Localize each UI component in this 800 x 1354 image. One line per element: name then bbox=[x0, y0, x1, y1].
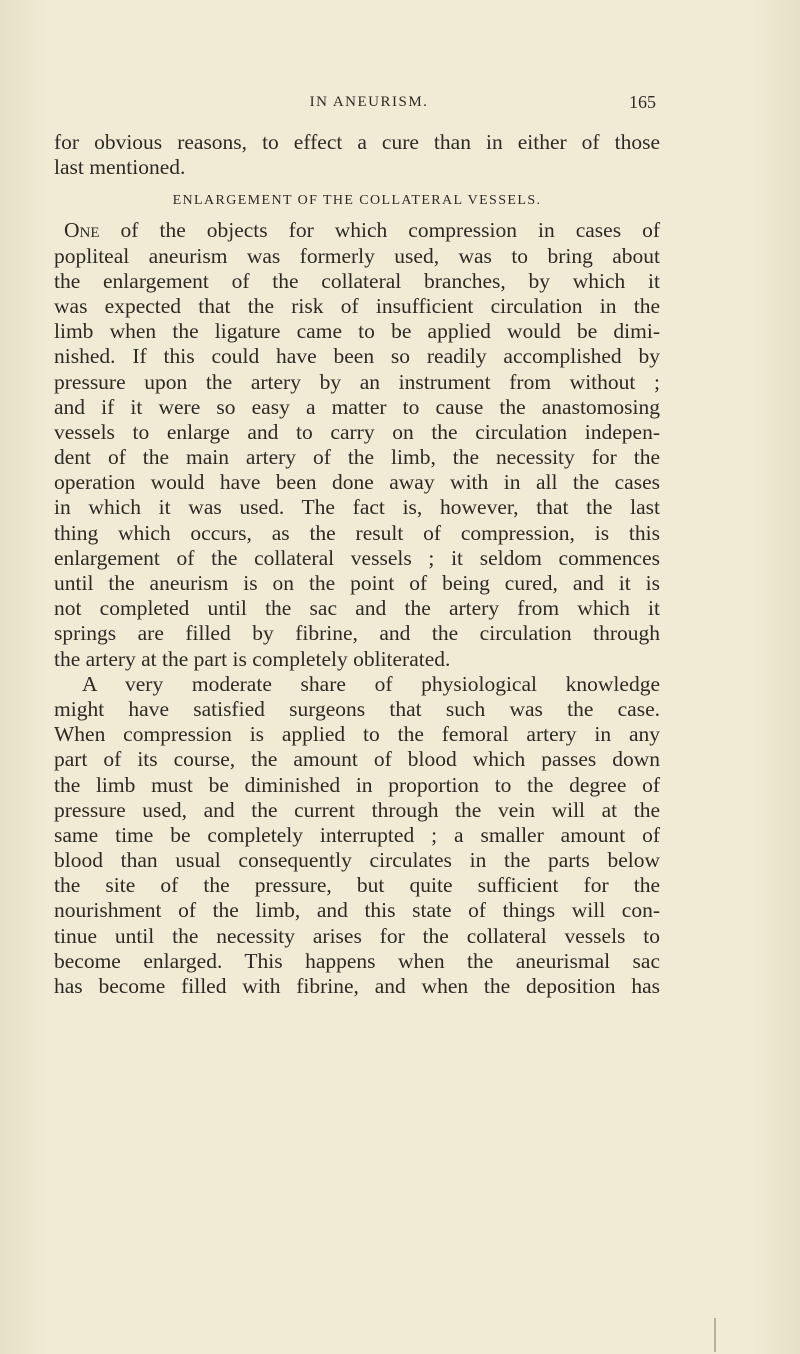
text-line: vessels to enlarge and to carry on the circulation indepen- bbox=[54, 419, 660, 444]
text-line: nished. If this could have been so readily accomplished by bbox=[54, 344, 660, 369]
text-line: the artery at the part is completely obliterated. bbox=[54, 646, 451, 671]
text-line: last mentioned. bbox=[54, 155, 186, 180]
text-line: become enlarged. This happens when the aneurismal sac bbox=[54, 948, 660, 973]
text-line: might have satisfied surgeons that such was the case. bbox=[54, 696, 660, 721]
text-line: in which it was used. The fact is, however, that the last bbox=[54, 495, 660, 520]
page-edge-mark bbox=[714, 1318, 716, 1352]
text-line: tinue until the necessity arises for the collateral vessels to bbox=[54, 923, 660, 948]
running-title: IN ANEURISM. bbox=[309, 94, 429, 110]
text-line: was expected that the risk of insufficient circulation in the bbox=[54, 293, 660, 318]
page-number: 165 bbox=[629, 92, 656, 112]
text-line: has become filled with fibrine, and when the deposition has bbox=[54, 974, 660, 998]
text-line: operation would have been done away with in all the cases bbox=[54, 470, 660, 495]
text-line: dent of the main artery of the limb, the necessity for the bbox=[54, 445, 660, 470]
text-line: and if it were so easy a matter to cause the anastomosing bbox=[54, 394, 660, 419]
text-line: springs are filled by fibrine, and the circulation through bbox=[54, 621, 660, 646]
text-line: pressure upon the artery by an instrument from without ; bbox=[54, 369, 660, 394]
text-line: thing which occurs, as the result of compression, is this bbox=[54, 520, 660, 545]
text-line: the limb must be diminished in proportion to the degree of bbox=[54, 772, 660, 797]
text-line: not completed until the sac and the artery from which it bbox=[54, 596, 660, 621]
paragraph-first-line bbox=[54, 218, 660, 243]
text-line: popliteal aneurism was formerly used, was to bring about bbox=[54, 243, 660, 268]
body-text bbox=[54, 130, 660, 999]
text-line: limb when the ligature came to be applied would be dimi- bbox=[54, 319, 660, 344]
section-heading: ENLARGEMENT OF THE COLLATERAL VESSELS. bbox=[172, 193, 542, 209]
text-line: until the aneurism is on the point of being cured, and it is bbox=[54, 571, 660, 595]
text-line: the site of the pressure, but quite sufficient for the bbox=[54, 873, 660, 898]
text-line: When compression is applied to the femoral artery in any bbox=[54, 722, 660, 747]
text-line: blood than usual consequently circulates in the parts below bbox=[54, 848, 660, 873]
text-line: same time be completely interrupted ; a smaller amount of bbox=[54, 822, 660, 847]
first-line-text: of the objects for which compression in cases of bbox=[99, 218, 660, 243]
text-line: the enlargement of the collateral branches, by which it bbox=[54, 268, 660, 293]
text-line: part of its course, the amount of blood which passes down bbox=[54, 747, 660, 772]
running-head bbox=[82, 88, 656, 118]
lead-word: One bbox=[64, 218, 100, 243]
paragraph-first-line: A very moderate share of physiological knowledge bbox=[82, 671, 660, 696]
text-line: nourishment of the limb, and this state of things will con- bbox=[54, 898, 660, 923]
text-line: enlargement of the collateral vessels ; it seldom commences bbox=[54, 545, 660, 570]
text-line: for obvious reasons, to effect a cure than in either of those bbox=[54, 130, 660, 154]
text-line: pressure used, and the current through the vein will at the bbox=[54, 797, 660, 822]
